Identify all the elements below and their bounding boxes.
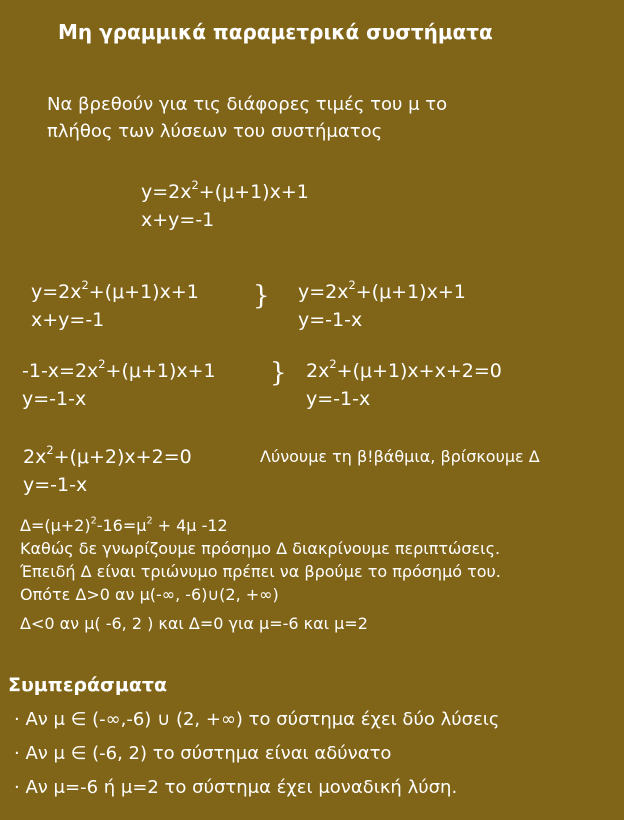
step3-note: Λύνουμε τη β!βάθμια, βρίσκουμε Δ: [260, 447, 540, 466]
brace-symbol: }: [253, 281, 270, 311]
equation: y=-1-x: [298, 309, 363, 331]
conclusions-list: [14, 703, 499, 805]
list-item: · Αν μ ∈ (-∞,-6) ∪ (2, +∞) το σύστημα έχει δύο λύσεις: [14, 703, 499, 737]
intro-line-2: πλήθος των λύσεων του συστήματος: [47, 121, 383, 142]
list-item: · Αν μ ∈ (-6, 2) το σύστημα είναι αδύνατο: [14, 737, 499, 771]
equation: x+y=-1: [141, 209, 215, 231]
step2-left: [22, 357, 216, 413]
equation: $y=2x^2+(\mu+1)x+1$: [298, 277, 466, 303]
step3-equations: [23, 443, 192, 499]
analysis-line: Έπειδή Δ είναι τριώνυμο πρέπει να βρούμε το πρόσημό του.: [20, 562, 501, 581]
analysis-block: [20, 514, 501, 635]
equation: $-1-x=2x^2+(\mu+1)x+1$: [22, 356, 216, 382]
equation: $2x^2+(\mu+1)x+x+2=0$: [306, 356, 502, 382]
equation: y=-1-x: [22, 388, 87, 410]
system-original: [141, 178, 309, 234]
analysis-line: Καθώς δε γνωρίζουμε πρόσημο Δ διακρίνουμε περιπτώσεις.: [20, 539, 501, 558]
equation: x+y=-1: [31, 309, 105, 331]
equation: y=-1-x: [306, 388, 371, 410]
analysis-line: Δ<0 αν μ( -6, 2 ) και Δ=0 για μ=-6 και μ=2: [20, 614, 368, 633]
step1-right: [298, 278, 466, 334]
equation: y=-1-x: [23, 474, 88, 496]
delta-formula: $\Delta=(\mu+2)^2-16=\mu^2 + 4\mu$ -12: [20, 515, 228, 535]
conclusions-heading: Συμπεράσματα: [8, 674, 168, 696]
step2-right: [306, 357, 502, 413]
intro-line-1: Να βρεθούν για τις διάφορες τιμές του μ το: [47, 94, 448, 115]
list-item: · Αν μ=-6 ή μ=2 το σύστημα έχει μοναδική λύση.: [14, 771, 499, 805]
page-title: Μη γραμμικά παραμετρικά συστήματα: [58, 20, 493, 44]
equation: $y=2x^2+(\mu+1)x+1$: [31, 277, 199, 303]
equation: $2x^2+(\mu+2)x+2=0$: [23, 442, 192, 468]
brace-symbol: }: [270, 358, 287, 388]
analysis-line: Οπότε Δ>0 αν μ(-∞, -6)∪(2, +∞): [20, 585, 279, 604]
step1-left: [31, 278, 199, 334]
equation: $y=2x^2+(\mu+1)x+1$: [141, 177, 309, 203]
intro-text: [47, 91, 447, 145]
